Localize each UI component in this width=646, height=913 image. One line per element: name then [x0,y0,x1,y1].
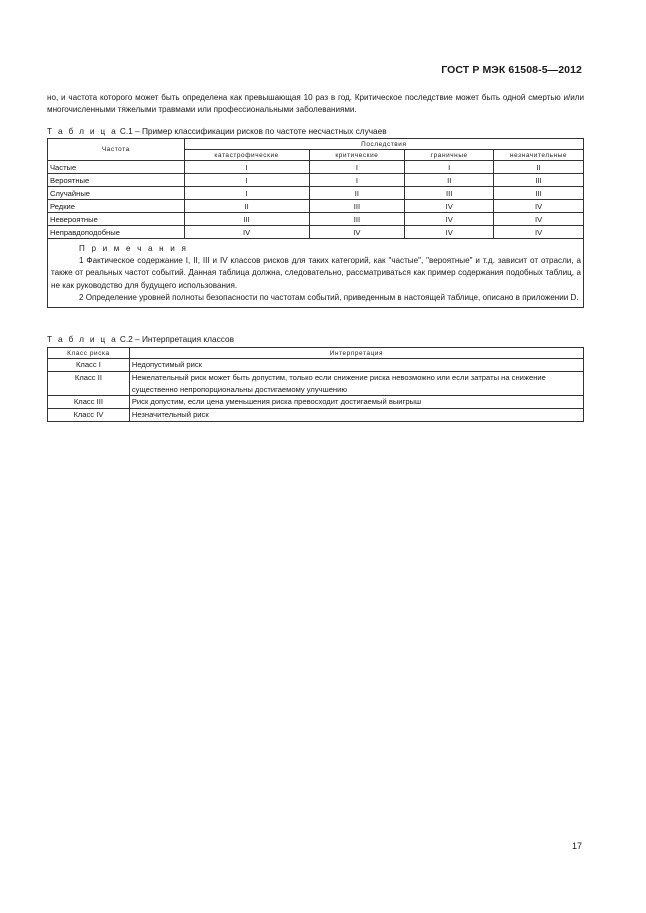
intro-paragraph: но, и частота которого может быть определена как превышающая 10 раз в год. Критическое последствие может быть одной смертью и/или многочисленными тяжелыми травмами или профессиональными заболеваниями. [47,93,584,114]
frequency-label: Частые [48,161,185,174]
table-row [48,409,584,422]
risk-class-name: Класс IV [48,409,130,422]
risk-class-cell: I [184,174,309,187]
frequency-header: Частота [48,139,185,161]
table1-caption [47,126,387,136]
risk-class-name: Класс I [48,359,130,372]
page-number: 17 [571,841,582,851]
note-2: 2 Определение уровней полноты безопасности по частотам событий, приведенным в настоящей таблице, описано в приложении D. [79,292,579,302]
risk-class-cell: III [494,187,584,200]
risk-class-cell: II [184,200,309,213]
table2-caption-label: Т а б л и ц а [47,334,118,344]
risk-class-cell: III [494,174,584,187]
table-row [48,372,584,396]
frequency-label: Случайные [48,187,185,200]
consequence-catastrophic-header: катастрофические [184,150,309,161]
document-header: ГОСТ Р МЭК 61508-5—2012 [441,64,582,76]
risk-class-cell: I [405,161,494,174]
risk-class-name: Класс III [48,396,130,409]
notes-heading: П р и м е ч а н и я [79,244,189,253]
risk-class-header: Класс риска [48,348,130,359]
risk-class-name: Класс II [48,372,130,396]
frequency-label: Редкие [48,200,185,213]
table-row [48,213,584,226]
table1-header-row [48,139,584,150]
risk-classification-table [47,138,584,308]
table-row [48,396,584,409]
risk-class-cell: IV [405,200,494,213]
risk-class-cell: IV [494,213,584,226]
table2-caption-title: С.2 – Интерпретация классов [117,334,234,344]
risk-class-interpretation: Нежелательный риск может быть допустим, только если снижение риска невозможно или если затраты на снижение существенно непропорциональны достигаемому улучшению [129,372,583,396]
frequency-label: Вероятные [48,174,185,187]
risk-class-cell: IV [494,200,584,213]
table1-notes-row [48,239,584,308]
consequences-header: Последствия [184,139,583,150]
table-row [48,359,584,372]
risk-class-cell: III [405,187,494,200]
risk-class-cell: IV [184,226,309,239]
risk-class-cell: IV [494,226,584,239]
note-1: 1 Фактическое содержание I, II, III и IV классов рисков для таких категорий, как "частые", "вероятные" и т.д. зависит от отрасли, а также от реальных частот событий. Данная таблица должна, следовательно, рассматриваться как пример содержания подобных таблиц, а не как руководство для будущего использования. [51,256,581,290]
risk-class-interpretation: Недопустимый риск [129,359,583,372]
table-row [48,174,584,187]
table-row [48,187,584,200]
table1-caption-title: С.1 – Пример классификации рисков по частоте несчастных случаев [117,126,387,136]
risk-class-cell: III [309,213,405,226]
interpretation-header: Интерпретация [129,348,583,359]
consequence-marginal-header: граничные [405,150,494,161]
table-row [48,161,584,174]
risk-class-cell: I [184,187,309,200]
risk-class-cell: II [405,174,494,187]
consequence-negligible-header: незначительные [494,150,584,161]
risk-class-cell: II [494,161,584,174]
class-interpretation-table [47,347,584,422]
risk-class-interpretation: Риск допустим, если цена уменьшения риска превосходит достигаемый выигрыш [129,396,583,409]
table-row [48,200,584,213]
table-row [48,226,584,239]
table1-notes [48,239,584,308]
table2-header-row [48,348,584,359]
consequence-critical-header: критические [309,150,405,161]
risk-class-cell: IV [405,226,494,239]
risk-class-cell: III [309,200,405,213]
risk-class-cell: I [309,161,405,174]
risk-class-cell: IV [309,226,405,239]
risk-class-cell: IV [405,213,494,226]
risk-class-cell: I [184,161,309,174]
risk-class-cell: I [309,174,405,187]
risk-class-interpretation: Незначительный риск [129,409,583,422]
risk-class-cell: II [309,187,405,200]
risk-class-cell: III [184,213,309,226]
table1-caption-label: Т а б л и ц а [47,126,118,136]
frequency-label: Неправдоподобные [48,226,185,239]
table2-caption [47,334,234,344]
frequency-label: Невероятные [48,213,185,226]
